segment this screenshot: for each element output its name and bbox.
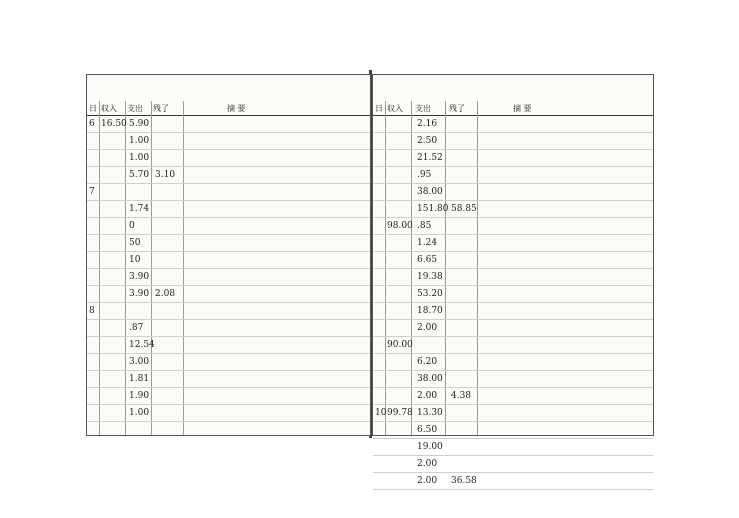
ledger-expense-cell: 151.80: [417, 204, 449, 214]
ledger-row-line: [373, 149, 653, 150]
ledger-row-line: [373, 200, 653, 201]
ledger-row-line: [87, 353, 370, 354]
ledger-row-line: [373, 183, 653, 184]
ledger-expense-cell: 5.70: [129, 170, 150, 180]
ledger-expense-cell: 53.20: [417, 289, 443, 299]
ledger-income-cell: 16.50: [101, 119, 127, 129]
ledger-expense-cell: 3.00: [129, 357, 150, 367]
ledger-row-line: [87, 183, 370, 184]
ledger-income-cell: 98.00: [387, 221, 413, 231]
ledger-expense-cell: 2.00: [417, 476, 438, 486]
ledger-expense-cell: 38.00: [417, 187, 443, 197]
ledger-row-line: [373, 455, 653, 456]
ledger-expense-cell: .85: [417, 221, 432, 231]
ledger-row-line: [87, 319, 370, 320]
ledger-expense-cell: 5.90: [129, 119, 150, 129]
ledger-expense-cell: 19.38: [417, 272, 443, 282]
ledger-day-cell: 10: [375, 408, 387, 418]
ledger-expense-cell: 2.00: [417, 391, 438, 401]
ledger-row-line: [87, 132, 370, 133]
header-balance: 残了: [449, 104, 465, 113]
ledger-expense-cell: 6.50: [417, 425, 438, 435]
header-expense: 支出: [127, 104, 143, 113]
ledger-expense-cell: 1.74: [129, 204, 150, 214]
ledger-row-line: [373, 336, 653, 337]
ledger-expense-cell: 19.00: [417, 442, 443, 452]
ledger-row-line: [87, 166, 370, 167]
ledger-expense-cell: 13.30: [417, 408, 443, 418]
header-income: 収入: [387, 104, 403, 113]
ledger-expense-cell: 38.00: [417, 374, 443, 384]
ledger-row-line: [373, 302, 653, 303]
header-expense: 支出: [415, 104, 431, 113]
ledger-expense-cell: 10: [129, 255, 141, 265]
ledger-row-line: [87, 404, 370, 405]
ledger-row-line: [87, 217, 370, 218]
ledger-row-line: [373, 387, 653, 388]
ledger-row-line: [373, 251, 653, 252]
ledger-row-line: [87, 268, 370, 269]
ledger-expense-cell: 1.00: [129, 408, 150, 418]
ledger-row-line: [373, 132, 653, 133]
left-ledger-page: [86, 74, 371, 436]
ledger-expense-cell: .95: [417, 170, 432, 180]
ledger-row-line: [373, 370, 653, 371]
ledger-row-line: [87, 234, 370, 235]
ledger-day-cell: 8: [89, 306, 95, 316]
ledger-expense-cell: 2.16: [417, 119, 438, 129]
ledger-row-line: [87, 387, 370, 388]
ledger-expense-cell: 1.90: [129, 391, 150, 401]
ledger-day-cell: 7: [89, 187, 95, 197]
ledger-row-line: [373, 404, 653, 405]
ledger-expense-cell: 50: [129, 238, 141, 248]
ledger-expense-cell: 1.24: [417, 238, 438, 248]
ledger-expense-cell: 21.52: [417, 153, 443, 163]
ledger-expense-cell: .87: [129, 323, 144, 333]
header-summary: 摘 要: [227, 104, 246, 113]
ledger-balance-cell: 58.85: [451, 204, 477, 214]
ledger-expense-cell: 3.90: [129, 272, 150, 282]
ledger-expense-cell: 2.00: [417, 323, 438, 333]
right-ledger-page: [372, 74, 654, 486]
ledger-row-line: [373, 268, 653, 269]
ledger-row-line: [373, 217, 653, 218]
ledger-row-line: [373, 438, 653, 439]
ledger-expense-cell: 2.00: [417, 459, 438, 469]
ledger-expense-cell: 6.65: [417, 255, 438, 265]
ledger-expense-cell: 1.00: [129, 136, 150, 146]
ledger-row-line: [373, 166, 653, 167]
ledger-row-line: [373, 285, 653, 286]
header-day: 日: [375, 104, 383, 113]
ledger-income-cell: 90.00: [387, 340, 413, 350]
ledger-balance-cell: 3.10: [155, 170, 176, 180]
left-header-row: [87, 101, 370, 116]
ledger-day-cell: 6: [89, 119, 95, 129]
ledger-expense-cell: 1.00: [129, 153, 150, 163]
ledger-row-line: [87, 285, 370, 286]
ledger-expense-cell: 2.50: [417, 136, 438, 146]
ledger-row-line: [373, 489, 653, 490]
ledger-row-line: [373, 353, 653, 354]
ledger-row-line: [87, 336, 370, 337]
ledger-row-line: [373, 234, 653, 235]
ledger-row-line: [87, 251, 370, 252]
ledger-row-line: [373, 319, 653, 320]
right-header-row: [373, 101, 653, 116]
ledger-expense-cell: 6.20: [417, 357, 438, 367]
ledger-row-line: [87, 200, 370, 201]
ledger-balance-cell: 36.58: [451, 476, 477, 486]
ledger-balance-cell: 4.38: [451, 391, 472, 401]
ledger-row-line: [87, 370, 370, 371]
ledger-row-line: [87, 421, 370, 422]
ledger-row-line: [373, 421, 653, 422]
ledger-expense-cell: 3.90: [129, 289, 150, 299]
ledger-balance-cell: 2.08: [155, 289, 176, 299]
header-balance: 残了: [153, 104, 169, 113]
ledger-expense-cell: 18.70: [417, 306, 443, 316]
ledger-expense-cell: 0: [129, 221, 135, 231]
header-day: 日: [89, 104, 97, 113]
header-summary: 摘 要: [513, 104, 532, 113]
ledger-expense-cell: 1.81: [129, 374, 150, 384]
ledger-row-line: [87, 149, 370, 150]
ledger-row-line: [373, 472, 653, 473]
ledger-expense-cell: 12.54: [129, 340, 155, 350]
ledger-income-cell: 99.78: [387, 408, 413, 418]
ledger-row-line: [87, 302, 370, 303]
header-income: 収入: [101, 104, 117, 113]
